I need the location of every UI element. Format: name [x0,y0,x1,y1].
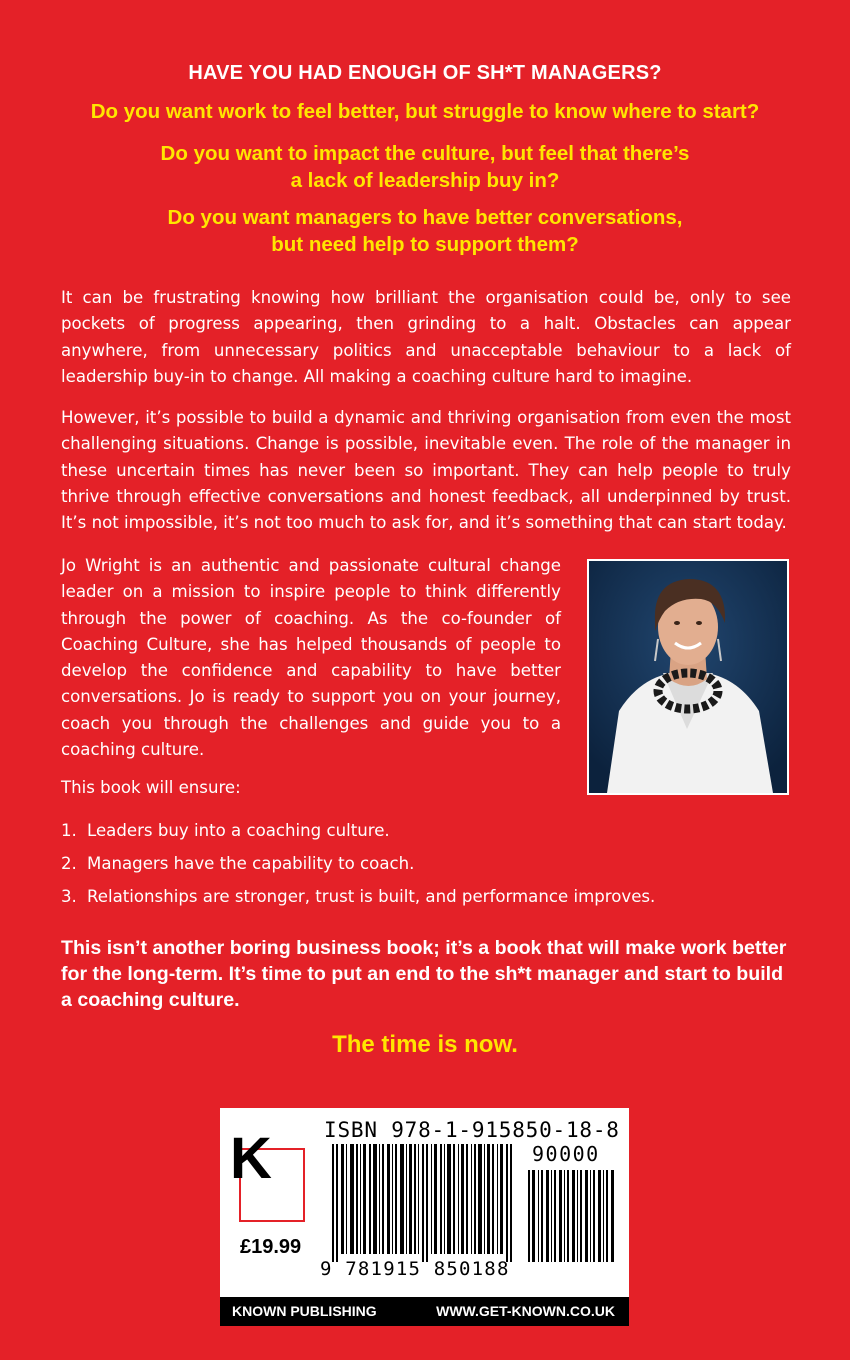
question-2-line-1: Do you want to impact the culture, but feel that there’s [160,142,690,165]
question-2-line-2: a lack of leadership buy in? [290,169,560,192]
list-item [61,818,781,851]
question-3-line-2: but need help to support them? [271,233,579,256]
list-item-text: Leaders buy into a coaching culture. [87,821,390,840]
publisher-name: KNOWN PUBLISHING [232,1303,377,1319]
list-item-number: 3. [61,887,77,906]
publisher-url: WWW.GET-KNOWN.CO.UK [436,1303,615,1319]
price-addon-code: 90000 [532,1142,600,1166]
isbn-number: ISBN 978-1-915850-18-8 [324,1118,620,1142]
publisher-logo: K [230,1126,272,1191]
list-item [61,851,781,884]
barcode-icon [332,1144,619,1262]
price: £19.99 [240,1236,302,1258]
closing-statement: This isn’t another boring business book; it’s a book that will make work better for the long-term. It’s time to put an end to the sh*t manager and start to build a coaching culture. [61,937,787,1011]
author-bio: Jo Wright is an authentic and passionate cultural change leader on a mission to inspire people to think differently through the power of coaching. As the co-founder of Coaching Culture, she has helped thousands of people to develop the confidence and capability to have better conversations. Jo is ready to support you on your journey, coach you through the challenges and guide you to a coaching culture. [61,556,561,760]
publisher-bar [220,1297,629,1326]
list-item-text: Managers have the capability to coach. [87,854,415,873]
author-photo [587,559,789,795]
list-item-number: 1. [61,821,77,840]
question-3-line-1: Do you want managers to have better conversations, [167,206,683,229]
ensure-intro: This book will ensure: [61,778,241,797]
question-3 [0,204,850,258]
question-2 [0,140,850,194]
ean-digits: 9 781915 850188 [320,1258,510,1280]
list-item [61,884,781,917]
author-portrait-illustration [589,561,787,793]
headline: HAVE YOU HAD ENOUGH OF SH*T MANAGERS? [188,62,662,84]
ensure-list [61,818,781,917]
list-item-text: Relationships are stronger, trust is built, and performance improves. [87,887,656,906]
paragraph-possibility: However, it’s possible to build a dynamic and thriving organisation from even the most challenging situations. Change is possible, inevitable even. The role of the manager in these uncertain times has never been so important. They can help people to truly thrive through effective conversations and honest feedback, all underpinned by trust. It’s not impossible, it’s not too much to ask for, and it’s something that can start today. [61,408,791,533]
tagline: The time is now. [332,1031,518,1058]
barcode-panel [220,1108,629,1326]
question-1-line-1: Do you want work to feel better, but struggle to know where to start? [90,100,760,123]
paragraph-frustration: It can be frustrating knowing how brilliant the organisation could be, only to see pockets of progress appearing, then grinding to a halt. Obstacles can appear anywhere, from unnecessary politics and unacceptable behaviour to a lack of leadership buy-in to change. All making a coaching culture hard to imagine. [61,288,791,386]
list-item-number: 2. [61,854,77,873]
question-1 [0,98,850,125]
